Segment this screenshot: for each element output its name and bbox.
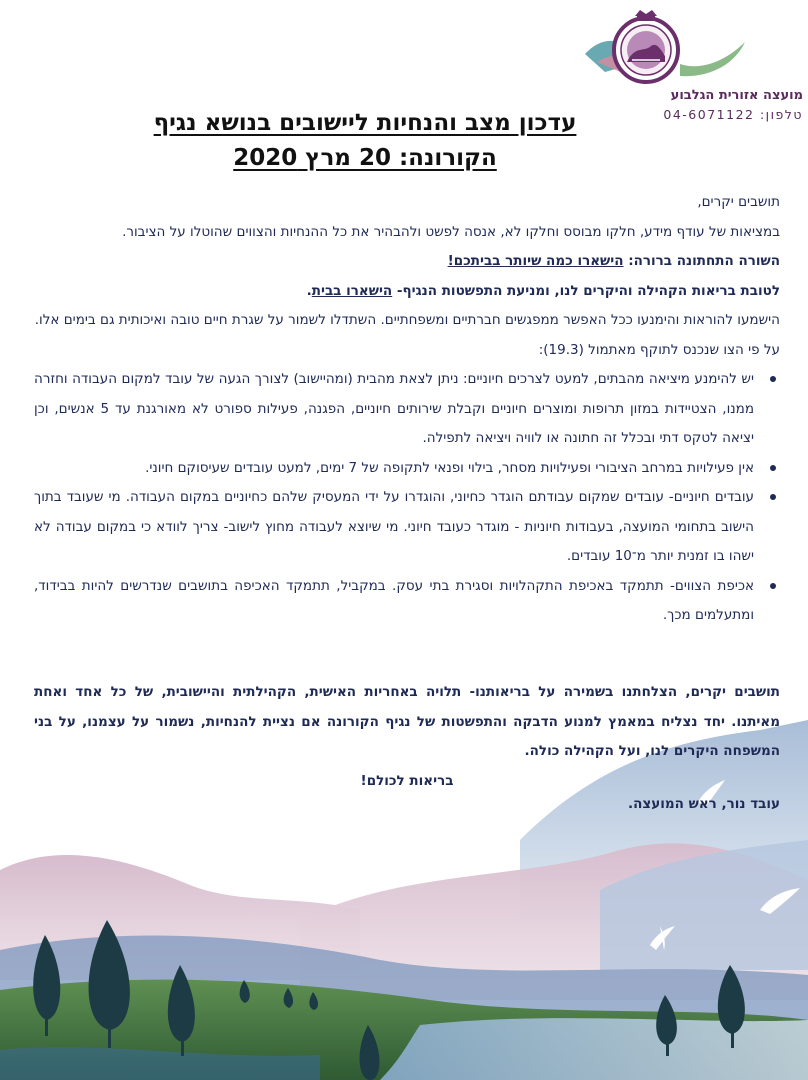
order-bullet-list xyxy=(34,365,780,631)
council-phone: טלפון: 04-6071122 xyxy=(663,107,803,122)
closing-section xyxy=(34,678,780,796)
council-logo xyxy=(585,2,800,122)
signature: עובד נור, ראש המועצה. xyxy=(628,796,780,812)
health-line-prefix: לטובת בריאות הקהילה והיקרים לנו, ומניעת התפשטות הנגיף- xyxy=(392,282,780,299)
title-line-1: עדכון מצב והנחיות ליישובים בנושא נגיף xyxy=(153,110,577,136)
greeting: תושבים יקרים, xyxy=(697,194,780,210)
bottom-line-emphasis: הישארו כמה שיותר בביתכם! xyxy=(447,253,624,269)
title-line-2: הקורונה: 20 מרץ 2020 xyxy=(233,145,497,171)
bottom-line-prefix: השורה התחתונה ברורה: xyxy=(623,253,780,269)
bottom-line xyxy=(34,247,780,277)
health-line-suffix: . xyxy=(306,282,312,299)
closing-paragraph: תושבים יקרים, הצלחתנו בשמירה על בריאותנו- תלויה באחריות האישית, הקהילתית והיישובית, של כל אחד ואחת מאיתנו. יחד נצליח במאמץ למנוע הדבקה והתפשטות של נגיף הקורונה אם נציית להנחיות, נשמור על עצמנו, על בני המשפחה היקרים לנו, ועל הקהילה כולה. xyxy=(34,684,780,759)
order-bullet-3: עובדים חיוניים- עובדים שמקום עבודתם הוגדר כחיוני, והוגדרו על ידי המעסיק שלהם כחיוניים במקום העבודה. מי שעובד בתוך הישוב בתחומי המועצה, בעבודות חיוניות - מוגדר כעובד חיוני. מי שיוצא לעבודה מחוץ לישוב- צריך לוודא כי במקום עבודה לא ישהו בו זמנית יותר מ־10 עובדים. xyxy=(34,483,754,572)
closing-wish: בריאות לכולם! xyxy=(360,772,454,789)
listen-paragraph: הישמעו להוראות והימנעו ככל האפשר ממפגשים חברתיים ומשפחתיים. השתדלו לשמור על שגרת חיים טובה ואיכותית גם בימים אלו. xyxy=(34,312,780,328)
document-body xyxy=(34,188,780,631)
health-line xyxy=(34,277,780,307)
gilboa-council-emblem-icon xyxy=(585,2,800,92)
council-name: מועצה אזורית הגלבוע xyxy=(670,88,803,103)
order-bullet-2: אין פעילויות במרחב הציבורי ופעילויות מסחר, בילוי ופנאי לתקופה של 7 ימים, למעט עובדים שעיסוקם חיוני. xyxy=(34,454,754,484)
order-bullet-4: אכיפת הצווים- תתמקד באכיפת התקהלויות וסגירת בתי עסק. במקביל, תתמקד האכיפה בתושבים שנדרשים להיות בבידוד, ומתעלמים מכך. xyxy=(34,572,754,631)
health-line-emphasis: הישארו בבית xyxy=(311,282,393,299)
document-title xyxy=(150,106,580,176)
intro-paragraph: במציאות של עודף מידע, חלקו מבוסס וחלקו לא, אנסה לפשט ולהבהיר את כל ההנחיות והצווים שהוטלו על הציבור. xyxy=(122,223,780,240)
order-intro: על פי הצו שנכנס לתוקף מאתמול (19.3): xyxy=(538,341,780,358)
order-bullet-1: יש להימנע מיציאה מהבתים, למעט לצרכים חיוניים: ניתן לצאת מהבית (ומהיישוב) לצורך הגעה של עובד למקום העבודה וחזרה ממנו, הצטיידות במזון תרופות ומוצרים חיוניים וקבלת שירותים חיוניים, הפגנה, פעילות ספורט לא מאורגנת עד 5 אנשים, וכן יציאה לטקס דתי ובכלל זה חתונה או לוויה ויציאה לתפילה. xyxy=(34,365,754,454)
